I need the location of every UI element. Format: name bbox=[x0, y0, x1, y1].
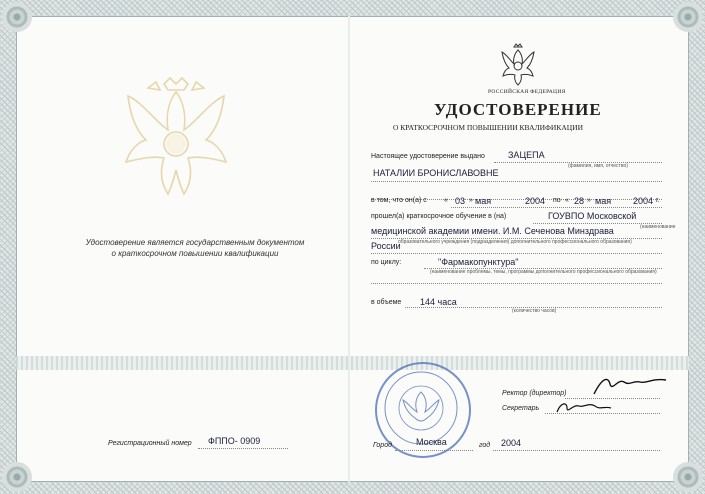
country-name: РОССИЙСКАЯ ФЕДЕРАЦИЯ bbox=[488, 89, 566, 95]
secretary-signature bbox=[553, 398, 613, 418]
rector-signature bbox=[590, 372, 670, 400]
year-label: год bbox=[479, 442, 491, 449]
institution-line bbox=[533, 223, 662, 224]
statement-line: Удостоверение является государственным документом bbox=[85, 238, 305, 247]
blank-line bbox=[371, 283, 662, 284]
training-label: прошел(а) краткосрочное обучение в (на) bbox=[371, 213, 507, 220]
quote-mark: « bbox=[565, 197, 569, 204]
secretary-label: Секретарь bbox=[502, 405, 540, 412]
quote-mark: « bbox=[444, 197, 448, 204]
volume-label: в объеме bbox=[371, 299, 402, 306]
day-to: 28 bbox=[574, 196, 585, 206]
statement-line: о краткосрочном повышении квалификации bbox=[111, 248, 279, 258]
rector-label: Ректор (директор) bbox=[502, 390, 567, 397]
month-from: мая bbox=[475, 196, 492, 206]
issued-label: Настоящее удостоверение выдано bbox=[371, 153, 485, 160]
institution-line-2: медицинской академии имени. И.М. Сеченова Минздрава bbox=[371, 226, 614, 236]
institution-hint: образовательного учреждения (подразделения) дополнительного профессионального образования) bbox=[398, 239, 632, 245]
city-line bbox=[395, 450, 473, 451]
corner-rosette bbox=[2, 2, 32, 32]
corner-rosette bbox=[673, 462, 703, 492]
to-label: по bbox=[553, 197, 561, 204]
volume-value: 144 часа bbox=[420, 297, 457, 307]
cycle-label: по циклу: bbox=[371, 259, 402, 266]
year-line bbox=[493, 450, 660, 451]
name-line bbox=[371, 181, 662, 182]
city-value: Москва bbox=[416, 437, 447, 447]
blank-line bbox=[371, 253, 662, 254]
registration-line bbox=[198, 448, 288, 449]
quote-mark: » bbox=[469, 197, 473, 204]
city-label: Город bbox=[373, 442, 392, 449]
month-to: мая bbox=[595, 196, 612, 206]
validity-statement bbox=[60, 238, 330, 260]
day-from: 03 bbox=[455, 196, 466, 206]
surname-value: ЗАЦЕПА bbox=[508, 150, 545, 160]
corner-rosette bbox=[2, 462, 32, 492]
cycle-hint: (наименование проблемы, темы, программы дополнительного профессионального образования) bbox=[430, 269, 657, 275]
registration-label: Регистрационный номер bbox=[108, 440, 192, 447]
institution-line-3: России bbox=[371, 241, 401, 251]
certificate-subtitle: О КРАТКОСРОЧНОМ ПОВЫШЕНИИ КВАЛИФИКАЦИИ bbox=[393, 123, 584, 132]
volume-hint: (количество часов) bbox=[512, 308, 557, 314]
corner-rosette bbox=[673, 2, 703, 32]
period-label: в том, что он(а) с bbox=[371, 197, 427, 204]
certificate-title: УДОСТОВЕРЕНИЕ bbox=[434, 100, 602, 119]
cycle-value: "Фармакопунктура" bbox=[438, 257, 519, 267]
institution-hint-short: (наименование bbox=[640, 224, 676, 230]
year-to: 2004 bbox=[633, 196, 654, 206]
embossed-eagle-emblem bbox=[108, 72, 244, 212]
year-suffix: г. bbox=[656, 197, 660, 204]
coat-of-arms-icon bbox=[500, 42, 536, 86]
year-from: 2004 bbox=[525, 196, 546, 206]
year-value: 2004 bbox=[501, 438, 522, 448]
name-value: НАТАЛИИ БРОНИСЛАВОВНЕ bbox=[373, 168, 499, 178]
fio-hint: (фамилия, имя, отчество) bbox=[568, 163, 628, 169]
institution-line-1: ГОУВПО Московской bbox=[548, 211, 637, 221]
center-fold bbox=[348, 16, 350, 482]
quote-mark: » bbox=[587, 197, 591, 204]
period-line bbox=[451, 207, 662, 208]
ornamental-band bbox=[16, 356, 689, 370]
registration-number: ФППО- 0909 bbox=[208, 436, 261, 446]
